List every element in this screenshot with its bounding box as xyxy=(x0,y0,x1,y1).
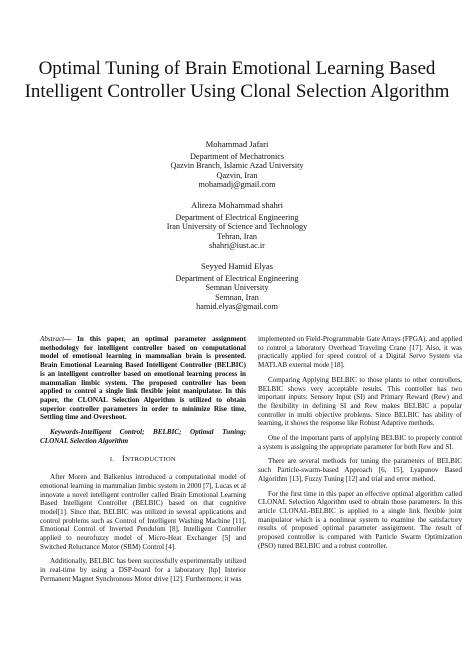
abstract-label: Abstract xyxy=(40,335,65,343)
keywords: Keywords-Intelligent Control; BELBIC; Optimal Tuning; CLONAL Selection Algorithm xyxy=(40,428,246,445)
affiliation-line: Semnan University xyxy=(205,283,269,293)
author-1 xyxy=(97,140,377,190)
author-email: hamid.elyas@gmail.com xyxy=(196,302,278,312)
affiliation-line: Department of Electrical Engineering xyxy=(175,273,299,283)
paper-title: Optimal Tuning of Brain Emotional Learning Based Intelligent Controller Using Clonal Selection Algorithm xyxy=(24,58,450,102)
author-3 xyxy=(97,262,377,312)
section-heading xyxy=(40,455,246,465)
left-column xyxy=(40,335,246,590)
author-2 xyxy=(97,201,377,251)
affiliation-line: Qazvin, Iran xyxy=(216,170,258,180)
affiliation-line: Qazvin Branch, Islamic Azad University xyxy=(170,161,304,171)
author-block xyxy=(97,140,377,323)
affiliation-line: Department of Mechatronics xyxy=(189,151,285,161)
abstract-text: — In this paper, an optimal parameter assignment methodology for intelligent controller based on computational model of emotional learning in mammalian brain is presented. Brain Emotional Learning Based Intelligent Controller (BELBIC) is an intelligent controller based on emotional learning process in mammalian limbic system. The proposed controller has been applied to control a single link flexible joint manipulator. In this paper, the CLONAL Selection Algorithm is utilized to obtain superior controller parameters in order to minimize Rise time, Settling time and Overshoot. xyxy=(40,335,246,422)
abstract xyxy=(40,335,246,422)
author-name: Mohammad Jafari xyxy=(205,139,269,149)
section-title-rest: NTRODUCTION xyxy=(125,456,177,464)
body-paragraph: Comparing Applying BELBIC to those plants to other controllers, BELBIC shows very acceptable results. This controller has two important inputs: Sensory Input (SI) and Primary Reward (Rew) and the flexibility in defining SI and Rew makes BELBIC a popular controller in multi objective problems. Since BELBIC has ability of learning, it shows the response like Robust Adaptive methods. xyxy=(258,375,462,428)
author-email: mohamadj@gmail.com xyxy=(198,180,276,190)
body-paragraph: Additionally, BELBIC has been successfully experimentally utilized in real-time by using a DSP-board for a laboratory [hp] Interior Permanent Magnet Synchronous Motor drive [12]. Furthermore, it was xyxy=(40,557,246,583)
affiliation-line: Department of Electrical Engineering xyxy=(175,212,299,222)
body-paragraph: After Moren and Balkenius introduced a computational model of emotional learning in mammalian limbic system in 2000 [7], Lucas et al innovate a novel intelligent controller called Brain Emotional Learning Based Intelligent Controller (BELBIC) based on that cognitive model[1]. Since that, BELBIC was utilized in several applications and control problems such as Control of Intelligent Washing Machine [11], Emotional Control of Inverted Pendulum [8], Intelligent Controller applied to neurofuzzy model of Micro-Heat Exchanger [5] and Switched Reluctance Motor (SRM) Control [4]. xyxy=(40,473,246,551)
body-paragraph-continued: implemented on Field-Programmable Gate Arrays (FPGA), and applied to control a laboratory Overhead Traveling Crane [17]. Also, it was practically applied for speed control of a Digital Servo System via MATLAB external mode [18]. xyxy=(258,335,462,370)
right-column xyxy=(258,335,462,556)
affiliation-line: Tehran, Iran xyxy=(217,231,257,241)
body-paragraph: One of the important parts of applying BELBIC to properly control a system is assigning the appropriate parameter for both Rew and SI. xyxy=(258,434,462,451)
section-number: I. xyxy=(109,456,115,464)
section-title-initial: I xyxy=(122,454,126,464)
body-paragraph: For the first time in this paper an effective optimal algorithm called CLONAL Selection Algorithm used to obtain those parameters. In this article CLONAL-BELBIC is applied to a single link flexible joint manipulator which is a nonlinear system to examine the satisfactory results of proposed optimal parameter assignment. The result of proposed controller is compared with Particle Swarm Optimization (PSO) tuned BELBIC and a robust controller. xyxy=(258,489,462,550)
author-email: shahri@iust.ac.ir xyxy=(209,241,265,251)
author-name: Seyyed Hamid Elyas xyxy=(200,260,274,271)
author-name: Alireza Mohammad shahri xyxy=(190,199,284,210)
affiliation-line: Semnan, Iran xyxy=(215,292,259,302)
affiliation-line: Iran University of Science and Technology xyxy=(166,222,308,232)
body-paragraph: There are several methods for tuning the parameters of BELBIC such Particle-swarm-based Approach [6, 15], Lyapunov Based Algorithm [13], Fuzzy Tuning [12] and trial and error method. xyxy=(258,457,462,483)
